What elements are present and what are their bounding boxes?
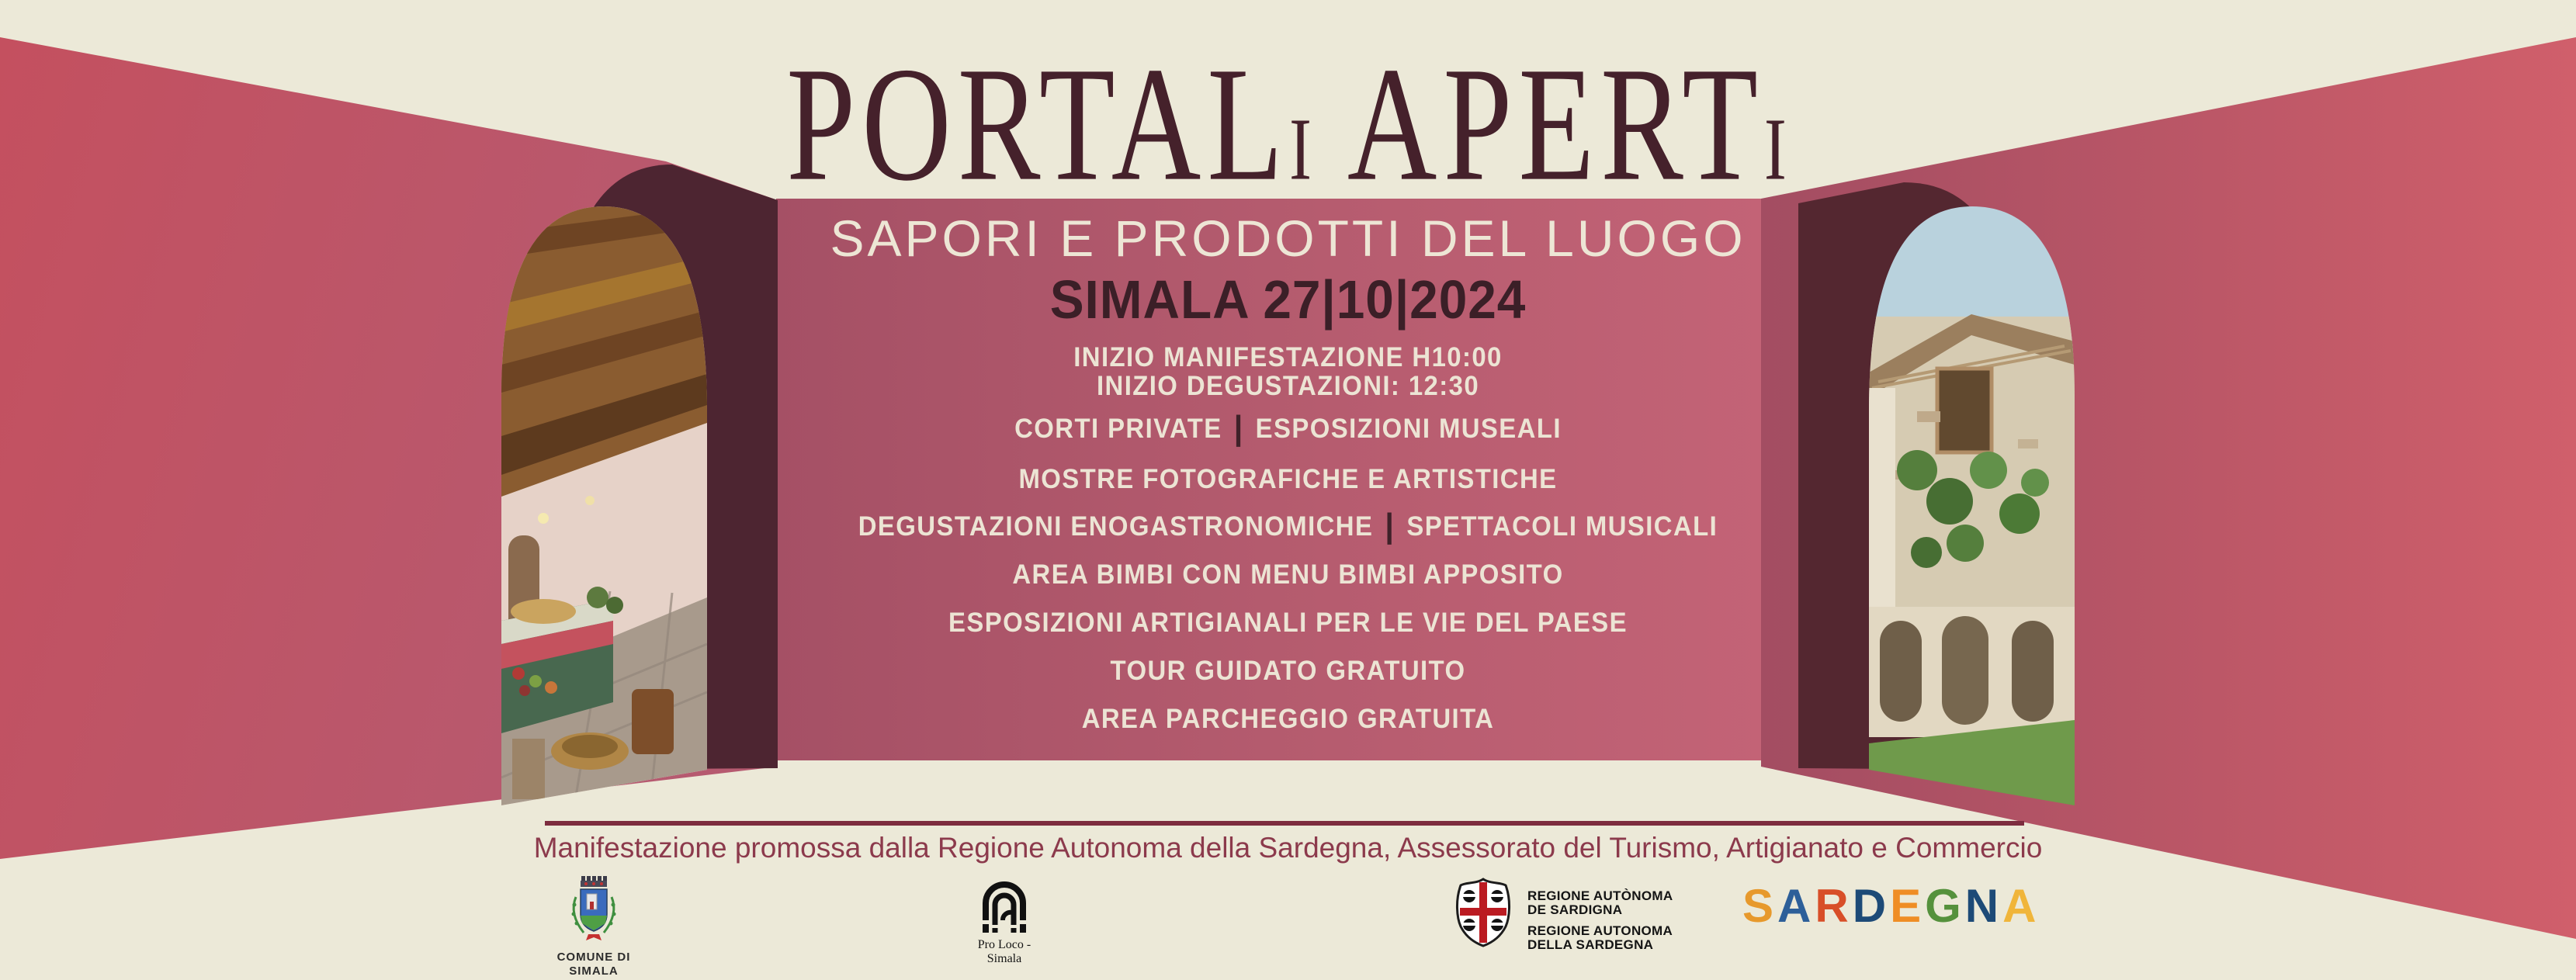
feature-line-1: [78, 409, 2499, 447]
schedule-line-2: INIZIO DEGUSTAZIONI: 12:30: [1096, 371, 1480, 401]
ras-line-2: DE SARDIGNA: [1527, 902, 1623, 917]
sardegna-letter: G: [1925, 880, 1965, 932]
ras-line-3: REGIONE AUTONOMA: [1527, 923, 1673, 938]
sardegna-letter: A: [2002, 880, 2040, 932]
title-part2: APERT: [1347, 32, 1764, 215]
feature-line-5: ESPOSIZIONI ARTIGIANALI PER LE VIE DEL PAESE: [948, 608, 1628, 638]
feature-3-right: SPETTACOLI MUSICALI: [1406, 511, 1718, 542]
feature-line-7: AREA PARCHEGGIO GRATUITA: [1081, 704, 1495, 734]
title-part1: PORTAL: [786, 32, 1290, 215]
sardegna-letter: E: [1890, 880, 1926, 932]
sponsor-line: Manifestazione promossa dalla Regione Autonoma della Sardegna, Assessorato del Turismo, Artigianato e Commercio: [533, 832, 2043, 864]
event-date: SIMALA 27|10|2024: [1049, 269, 1527, 330]
sardegna-wordmark: [1742, 880, 2040, 932]
feature-1-right: ESPOSIZIONI MUSEALI: [1255, 414, 1562, 444]
four-moors-shield-icon: [1453, 875, 1513, 949]
schedule-line-1: INIZIO MANIFESTAZIONE H10:00: [1073, 342, 1503, 372]
sardegna-letter: N: [1964, 880, 2003, 932]
poster-subtitle: SAPORI E PRODOTTI DEL LUOGO: [830, 210, 1746, 267]
sardegna-letter: R: [1815, 880, 1853, 932]
pro-loco-label: Pro Loco - Simala: [977, 938, 1031, 965]
sardegna-letter: D: [1852, 880, 1891, 932]
feature-line-4: AREA BIMBI CON MENU BIMBI APPOSITO: [1012, 559, 1564, 590]
sardegna-letter: A: [1777, 880, 1815, 932]
regione-text-block: [1527, 875, 1673, 952]
feature-line-2: MOSTRE FOTOGRAFICHE E ARTISTICHE: [1018, 464, 1558, 494]
regione-sardegna-logo: [1453, 875, 1673, 952]
feature-1-separator: |: [1233, 409, 1244, 447]
ras-line-1: REGIONE AUTÒNOMA: [1527, 888, 1673, 903]
feature-3-left: DEGUSTAZIONI ENOGASTRONOMICHE: [858, 511, 1374, 542]
feature-line-6: TOUR GUIDATO GRATUITO: [1110, 656, 1466, 686]
sardegna-letter: S: [1742, 880, 1778, 932]
title-small-i2: I: [1763, 100, 1790, 199]
feature-3-separator: |: [1385, 507, 1395, 545]
comune-di-simala-logo: [539, 871, 648, 978]
comune-label: COMUNE DI SIMALA: [556, 951, 631, 978]
comune-crest-icon: [567, 871, 621, 947]
ras-line-4: DELLA SARDEGNA: [1527, 937, 1654, 952]
feature-1-left: CORTI PRIVATE: [1014, 414, 1222, 444]
pro-loco-arch-icon: [976, 872, 1032, 934]
footer-divider: [545, 821, 2024, 826]
title-small-i1: I: [1289, 100, 1315, 199]
feature-line-3: [78, 507, 2499, 545]
pro-loco-logo: [973, 872, 1035, 966]
